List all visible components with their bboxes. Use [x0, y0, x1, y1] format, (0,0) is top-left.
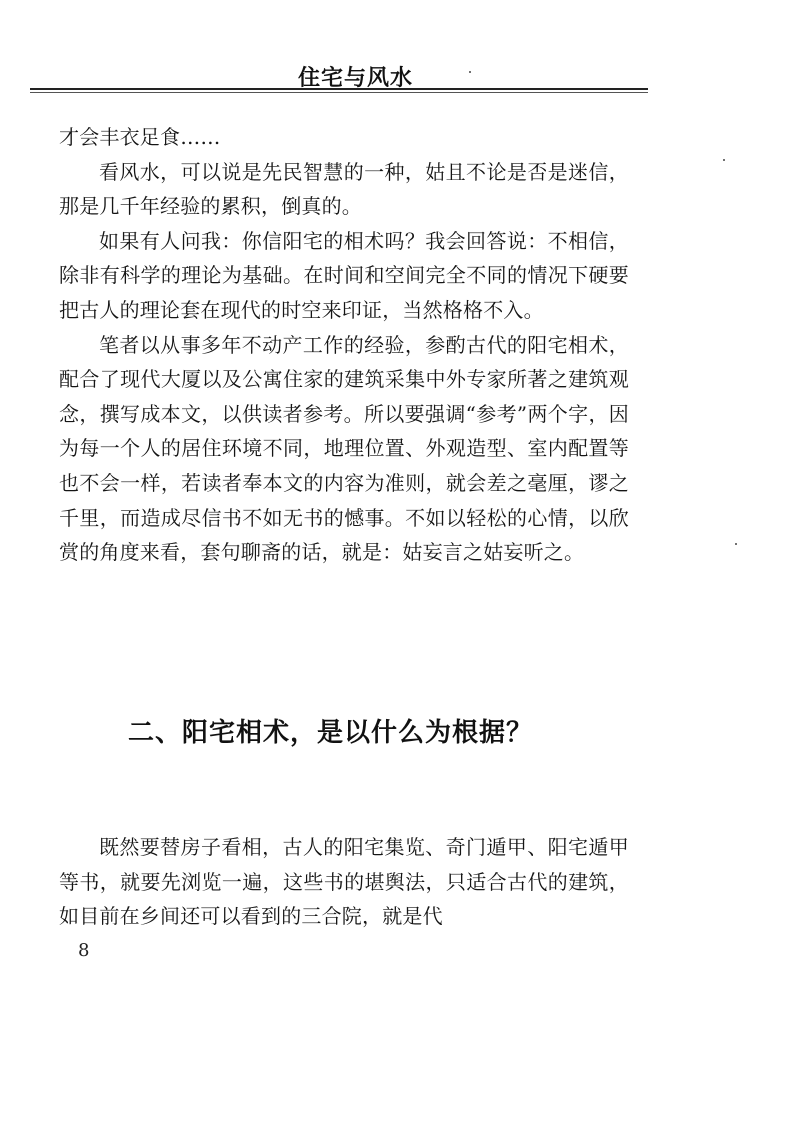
- page-number: 8: [78, 940, 90, 961]
- paragraph: 既然要替房子看相，古人的阳宅集览、奇门遁甲、阳宅遁甲等书，就要先浏览一遍，这些书的堪舆法，只适合古代的建筑，如目前在乡间还可以看到的三合院，就是代: [59, 835, 629, 929]
- paragraph: 才会丰衣足食……: [59, 125, 221, 149]
- paragraph: 看风水，可以说是先民智慧的一种，姑且不论是否是迷信，那是几千年经验的累积，倒真的。: [59, 159, 629, 219]
- print-speck: [469, 71, 471, 73]
- section-heading: 二、阳宅相术，是以什么为根据？: [128, 718, 534, 748]
- paragraph: 如果有人问我：你信阳宅的相术吗？我会回答说：不相信，除非有科学的理论为基础。在时间和空间完全不同的情况下硬要把古人的理论套在现代的时空来印证，当然格格不入。: [59, 228, 629, 322]
- header-rule: [30, 88, 648, 90]
- running-header: [30, 55, 648, 95]
- print-speck: [735, 543, 737, 545]
- running-title: 住宅与风水: [298, 65, 414, 91]
- section-1-body: [59, 120, 629, 570]
- header-rule-thin: [30, 92, 648, 93]
- section-2-body: [59, 830, 629, 934]
- print-speck: [723, 159, 725, 161]
- paragraph: 笔者以从事多年不动产工作的经验，参酌古代的阳宅相术，配合了现代大厦以及公寓住家的建筑采集中外专家所著之建筑观念，撰写成本文，以供读者参考。所以要强调“参考”两个字，因为每一个人的居住环境不同，地理位置、外观造型、室内配置等也不会一样，若读者奉本文的内容为准则，就会差之毫厘，谬之千里，而造成尽信书不如无书的憾事。不如以轻松的心情，以欣赏的角度来看，套句聊斋的话，就是：姑妄言之姑妄听之。: [59, 332, 629, 565]
